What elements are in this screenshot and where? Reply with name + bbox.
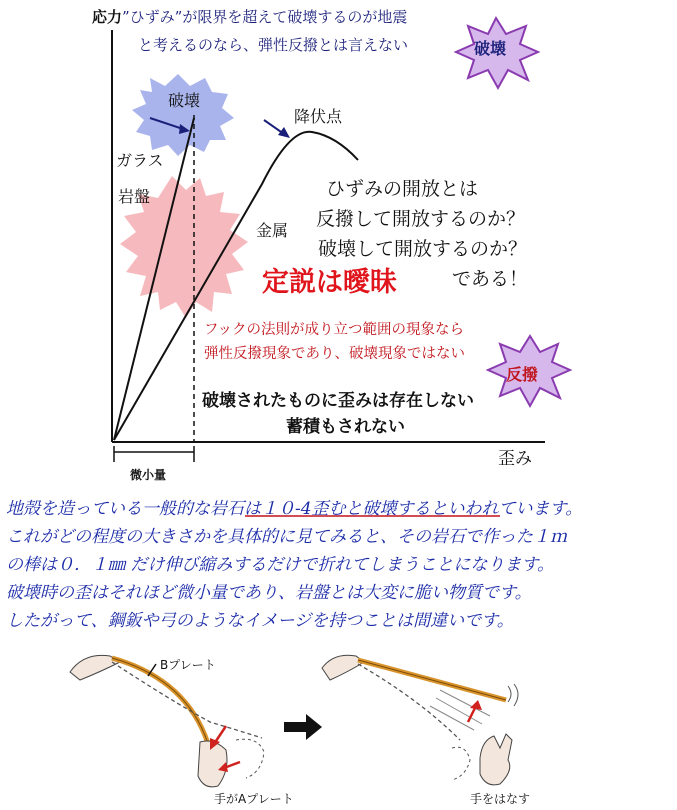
metal-label: 金属	[256, 221, 289, 240]
vibration-marks	[508, 684, 518, 706]
transition-arrow-body	[284, 722, 308, 732]
header-line1-text: ”ひずみ”が限界を超えて破壊するのが地震	[122, 8, 408, 26]
star-label-fracture: 破壊	[474, 39, 507, 58]
x-axis-label: 歪み	[498, 449, 532, 469]
plate-dashed-trace	[112, 662, 262, 738]
body-line5: したがって、鋼鈑や弓のようなイメージを持つことは間違いです。	[6, 611, 514, 631]
question-line1: ひずみの開放とは	[326, 178, 479, 200]
blue-burst-shape	[132, 74, 234, 156]
body-line1-emphasis: 岩石は１０-4歪むと破壊する	[210, 499, 431, 519]
released-hand-dashed	[452, 747, 470, 780]
caption-hand-a-plate: 手がAプレート	[214, 792, 294, 806]
plate-straight-edge	[358, 660, 506, 700]
body-line2: これがどの程度の大きさかを具体的に見てみると、その岩石で作った１ｍ	[6, 527, 567, 547]
open-hand	[480, 734, 512, 785]
question-suffix: である！	[452, 268, 529, 290]
tiny-amount-label: 微小量	[130, 468, 167, 482]
hooke-line1: フックの法則が成り立つ範囲の現象なら	[204, 322, 464, 338]
transition-arrow-head	[306, 714, 322, 740]
body-line1-c: といわれています。	[430, 499, 583, 519]
hand-dashed-outline	[236, 739, 264, 778]
fracture-label: 破壊	[168, 91, 201, 110]
glass-label: ガラス	[116, 151, 164, 170]
transition-arrow	[284, 714, 322, 740]
hooke-line2: 弾性反撥現象であり、破壊現象ではない	[204, 346, 465, 362]
body-line1	[6, 494, 582, 519]
header-line1	[92, 6, 407, 27]
question-line3: 破壊して開放するのか？	[318, 238, 528, 260]
released-plate-figure	[322, 655, 518, 785]
plate-b-label: Bプレート	[160, 658, 216, 672]
red-arrow-up-head	[470, 700, 482, 710]
hand-right-top	[322, 655, 364, 680]
motion-lines	[430, 690, 490, 730]
star-label-rebound: 反撥	[506, 365, 539, 384]
header-line2: と考えるのなら、弾性反撥とは言えない	[138, 36, 409, 54]
question-line2: 反撥して開放するのか？	[316, 208, 526, 230]
stress-label: 応力	[92, 8, 123, 26]
body-line1-a: 地殻を造っている一般的な	[6, 499, 210, 519]
rock-label: 岩盤	[118, 187, 151, 206]
body-line4: 破壊時の歪はそれほど微小量であり、岩盤とは大変に脆い物質です。	[6, 583, 532, 603]
yield-arrow-head	[278, 127, 290, 138]
body-line3: の棒は０．１㎜ だけ伸び縮みするだけで折れてしまうことになります。	[6, 555, 555, 575]
established-theory-emphasis: 定説は曖昧	[262, 267, 397, 298]
caption-release-hand: 手をはなす	[470, 792, 531, 806]
no-strain-line1: 破壊されたものに歪みは存在しない	[202, 391, 474, 411]
no-strain-line2: 蓄積もされない	[286, 417, 405, 437]
bent-plate-figure	[70, 655, 264, 787]
yield-point-label: 降伏点	[294, 107, 343, 126]
